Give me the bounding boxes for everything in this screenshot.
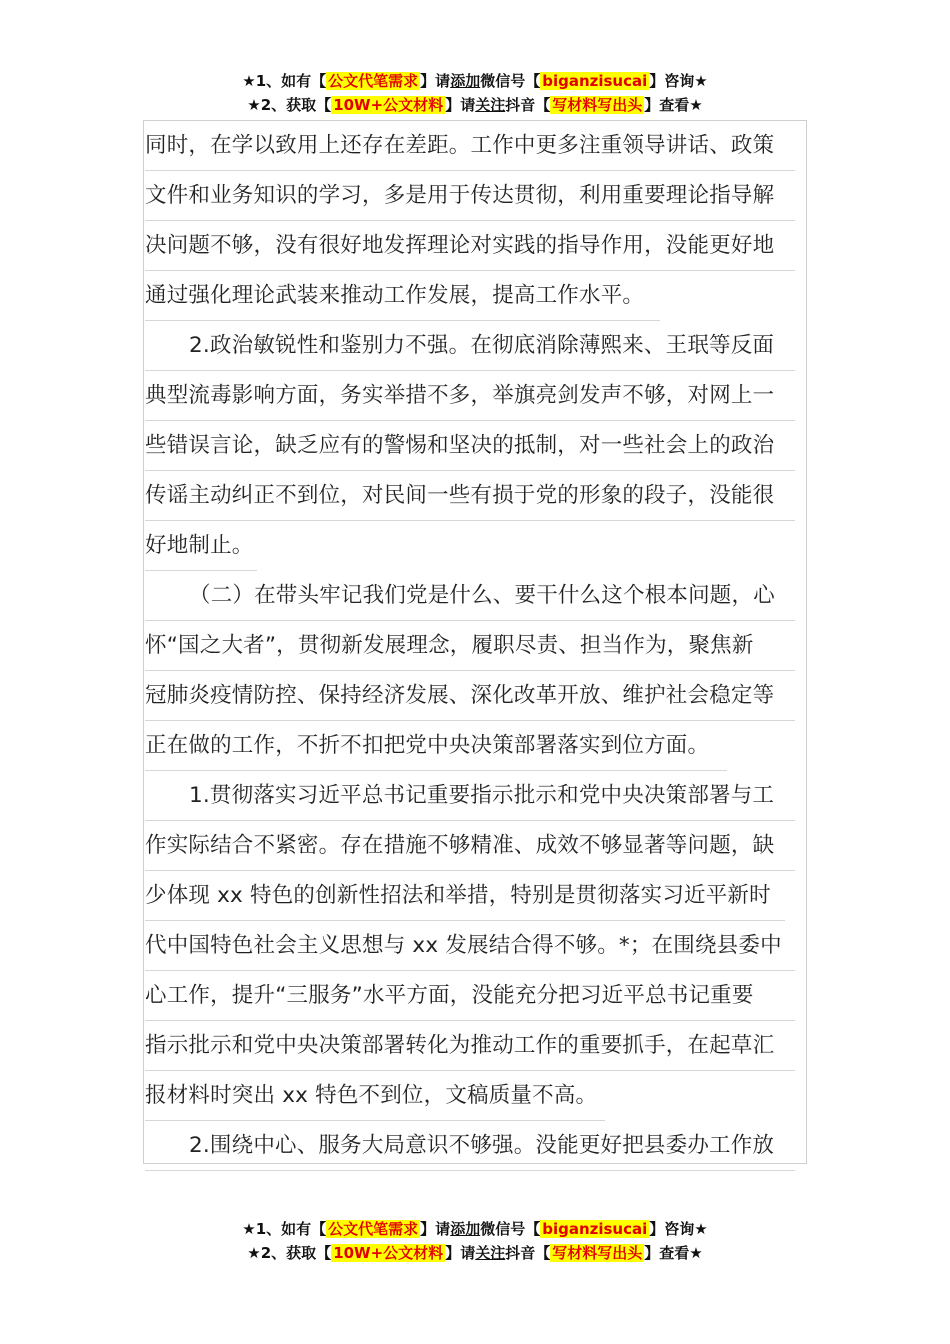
promo-text: ★2、获取【	[247, 96, 332, 114]
promo-highlight: 10W+公文材料	[333, 1244, 444, 1262]
promo-underlined: 关注	[475, 1244, 506, 1262]
promo-text: 】请	[420, 72, 451, 90]
text-line: 好地制止。	[145, 521, 795, 571]
promo-text: 微信号【	[480, 72, 541, 90]
promo-text: 】请	[445, 96, 476, 114]
promo-text: 】咨询★	[649, 1220, 708, 1238]
promo-wechat-id: biganzisucai	[542, 1220, 648, 1238]
text-line: 报材料时突出 xx 特色不到位，文稿质量不高。	[145, 1071, 795, 1121]
text-line: 通过强化理论武装来推动工作发展，提高工作水平。	[145, 271, 795, 321]
text-line: （二）在带头牢记我们党是什么、要干什么这个根本问题，心	[145, 571, 795, 621]
text-line: 代中国特色社会主义思想与 xx 发展结合得不够。*；在围绕县委中	[145, 921, 795, 971]
promo-highlight: 公文代笔需求	[328, 1220, 419, 1238]
promo-text: 抖音【	[505, 96, 551, 114]
text-line: 1.贯彻落实习近平总书记重要指示批示和党中央决策部署与工	[145, 771, 795, 821]
text-line: 决问题不够，没有很好地发挥理论对实践的指导作用，没能更好地	[145, 221, 795, 271]
text-line: 2.围绕中心、服务大局意识不够强。没能更好把县委办工作放	[145, 1121, 795, 1171]
promo-text: ★2、获取【	[247, 1244, 332, 1262]
promo-underlined: 添加	[450, 72, 481, 90]
text-line: 2.政治敏锐性和鉴别力不强。在彻底消除薄熙来、王珉等反面	[145, 321, 795, 371]
promo-highlight: 公文代笔需求	[328, 72, 419, 90]
text-line: 正在做的工作，不折不扣把党中央决策部署落实到位方面。	[145, 721, 795, 771]
text-line: 作实际结合不紧密。存在措施不够精准、成效不够显著等问题，缺	[145, 821, 795, 871]
promo-text: 抖音【	[505, 1244, 551, 1262]
promo-line-1	[0, 1217, 950, 1241]
promo-text: ★1、如有【	[242, 1220, 327, 1238]
promo-underlined: 关注	[475, 96, 506, 114]
promo-text: 微信号【	[480, 1220, 541, 1238]
promo-line-2	[0, 93, 950, 117]
promo-underlined: 添加	[450, 1220, 481, 1238]
text-line: 心工作，提升“三服务”水平方面，没能充分把习近平总书记重要	[145, 971, 795, 1021]
promo-text: 】请	[445, 1244, 476, 1262]
promo-line-2	[0, 1241, 950, 1265]
text-line: 典型流毒影响方面，务实举措不多，举旗亮剑发声不够，对网上一	[145, 371, 795, 421]
text-line: 些错误言论，缺乏应有的警惕和坚决的抵制，对一些社会上的政治	[145, 421, 795, 471]
promo-text: ★1、如有【	[242, 72, 327, 90]
promo-text: 】咨询★	[649, 72, 708, 90]
text-line: 指示批示和党中央决策部署转化为推动工作的重要抓手，在起草汇	[145, 1021, 795, 1071]
header-promo-banner	[0, 69, 950, 117]
text-line: 传谣主动纠正不到位，对民间一些有损于党的形象的段子，没能很	[145, 471, 795, 521]
promo-text: 】请	[420, 1220, 451, 1238]
promo-douyin-id: 写材料写出头	[552, 96, 643, 114]
text-line: 同时，在学以致用上还存在差距。工作中更多注重领导讲话、政策	[145, 121, 795, 171]
text-line: 少体现 xx 特色的创新性招法和举措，特别是贯彻落实习近平新时	[145, 871, 795, 921]
promo-text: 】查看★	[644, 96, 703, 114]
text-line: 文件和业务知识的学习，多是用于传达贯彻，利用重要理论指导解	[145, 171, 795, 221]
promo-line-1	[0, 69, 950, 93]
document-body	[145, 121, 795, 1171]
promo-douyin-id: 写材料写出头	[552, 1244, 643, 1262]
text-line: 怀“国之大者”，贯彻新发展理念，履职尽责、担当作为，聚焦新	[145, 621, 795, 671]
text-line: 冠肺炎疫情防控、保持经济发展、深化改革开放、维护社会稳定等	[145, 671, 795, 721]
footer-promo-banner	[0, 1217, 950, 1265]
promo-text: 】查看★	[644, 1244, 703, 1262]
promo-wechat-id: biganzisucai	[542, 72, 648, 90]
promo-highlight: 10W+公文材料	[333, 96, 444, 114]
